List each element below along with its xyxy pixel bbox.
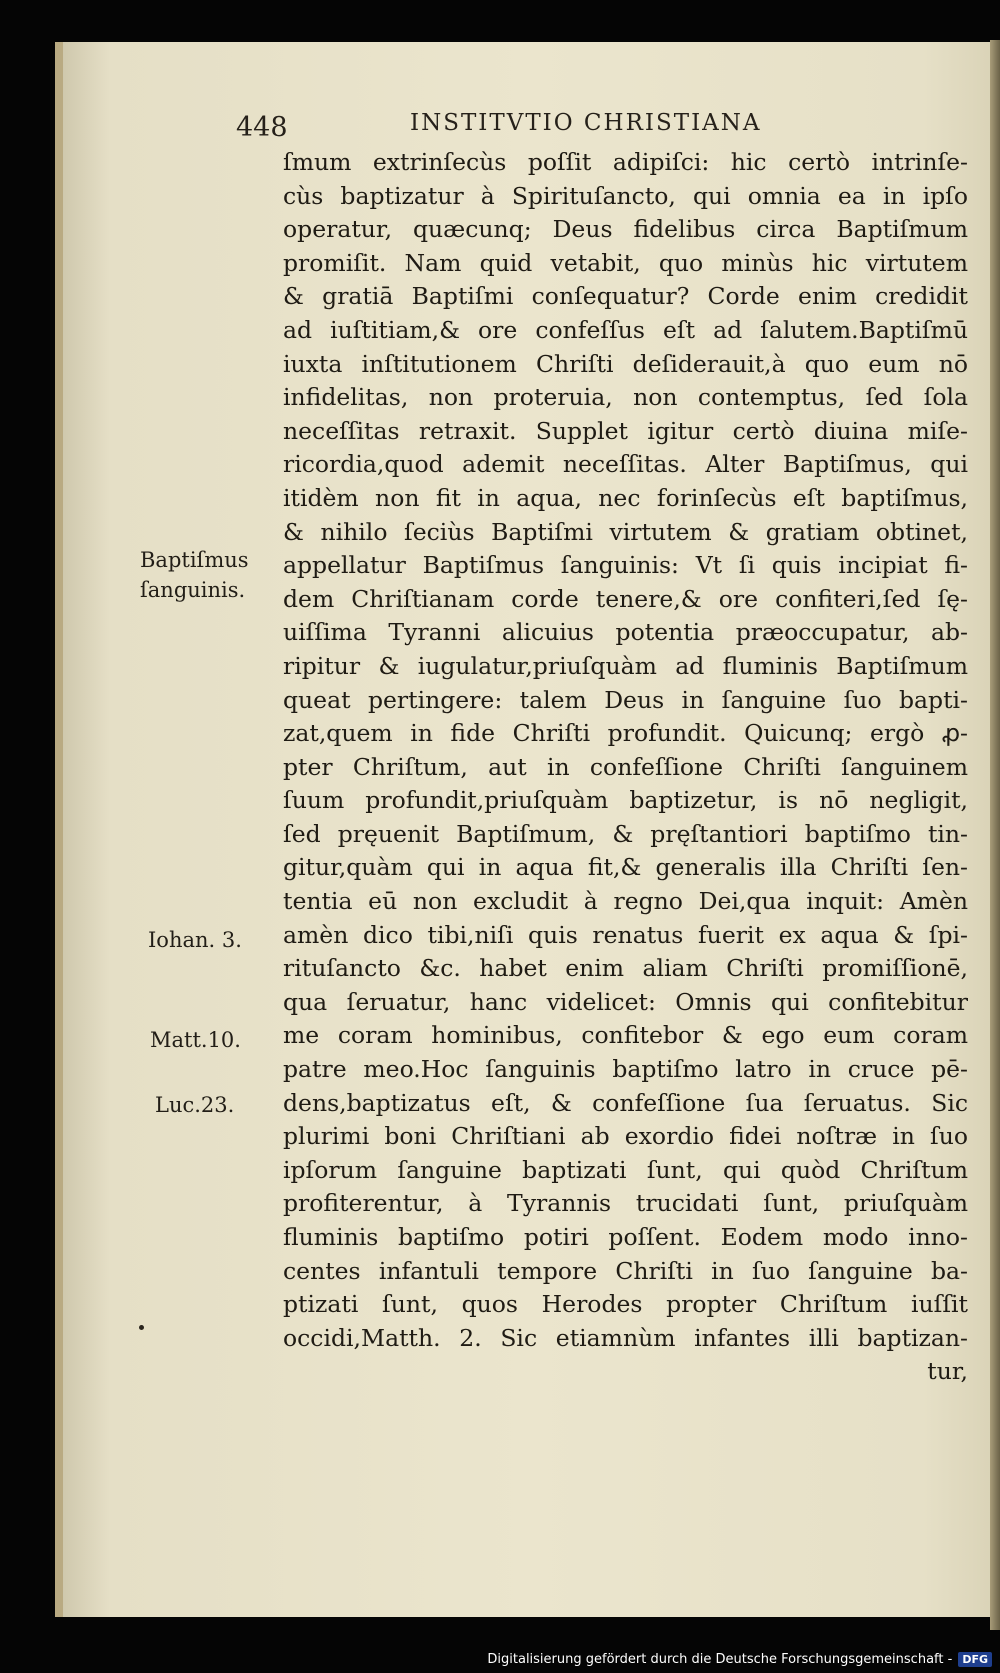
text-line: promiſit. Nam quid vetabit, quo minùs hic virtutem	[283, 248, 968, 277]
margin-dot	[139, 1325, 144, 1330]
text-line: me coram hominibus, confitebor & ego eum coram	[283, 1021, 968, 1050]
text-line: & gratiā Baptiſmi conſequatur? Corde enim credidit	[283, 282, 968, 311]
text-line: tentia eū non excludit à regno Dei,qua inquit: Amèn	[283, 887, 968, 916]
text-line: cùs baptizatur à Spirituſancto, qui omnia ea in ipſo	[283, 181, 968, 210]
text-line: ricordia,quod ademit neceſſitas. Alter Baptiſmus, qui	[283, 450, 968, 479]
text-line: ſuum profundit,priuſquàm baptizetur, is nō negligit,	[283, 786, 968, 815]
text-line: neceſſitas retraxit. Supplet igitur certò diuina miſe-	[283, 416, 968, 445]
digitization-credit	[487, 1649, 992, 1669]
page-number: 448	[236, 112, 288, 143]
text-line: & nihilo ſeciùs Baptiſmi virtutem & gratiam obtinet,	[283, 517, 968, 546]
text-line: ſmum extrinſecùs poſſit adipiſci: hic certò intrinſe-	[283, 148, 968, 176]
text-line: pter Chriſtum, aut in confeſſione Chriſti ſanguinem	[283, 752, 968, 781]
text-line: ipſorum ſanguine baptizati ſunt, qui quòd Chriſtum	[283, 1155, 968, 1184]
text-line: itidèm non fit in aqua, nec forinſecùs eſt baptiſmus,	[283, 483, 968, 512]
text-line: occidi,Matth. 2. Sic etiamnùm infantes illi baptizan-	[283, 1323, 968, 1352]
text-line: ripitur & iugulatur,priuſquàm ad fluminis Baptiſmum	[283, 651, 968, 680]
margin-note-johan: Iohan. 3.	[148, 928, 242, 952]
margin-note-sanguinis: ſanguinis.	[140, 578, 246, 602]
main-text-column	[283, 146, 968, 1389]
page-edge	[990, 40, 1000, 1630]
margin-note-matt: Matt.10.	[150, 1028, 241, 1052]
text-line: amèn dico tibi,niſi quis renatus fuerit ex aqua & ſpi-	[283, 920, 968, 949]
text-line: centes infantuli tempore Chriſti in ſuo ſanguine ba-	[283, 1256, 968, 1285]
text-line: queat pertingere: talem Deus in ſanguine ſuo bapti-	[283, 685, 968, 714]
text-line: uiſſima Tyranni alicuius potentia præoccupatur, ab-	[283, 618, 968, 647]
margin-note-luc: Luc.23.	[155, 1093, 235, 1117]
text-line: dem Chriſtianam corde tenere,& ore confiteri,ſed ſę-	[283, 584, 968, 613]
text-line: plurimi boni Chriſtiani ab exordio fidei noſtræ in ſuo	[283, 1122, 968, 1151]
text-line: fluminis baptiſmo potiri poſſent. Eodem modo inno-	[283, 1223, 968, 1251]
text-line: appellatur Baptiſmus ſanguinis: Vt ſi quis incipiat fi-	[283, 551, 968, 580]
running-head: INSTITVTIO CHRISTIANA	[410, 110, 762, 136]
text-line: infidelitas, non proteruia, non contemptus, ſed ſola	[283, 383, 968, 412]
text-line: ptizati ſunt, quos Herodes propter Chriſtum iuſſit	[283, 1290, 968, 1319]
text-line: rituſancto &c. habet enim aliam Chriſti promiſſionē,	[283, 954, 968, 983]
text-line: gitur,quàm qui in aqua fit,& generalis illa Chriſti ſen-	[283, 853, 968, 882]
dfg-logo-icon: DFG	[958, 1652, 992, 1667]
text-line: profiterentur, à Tyrannis trucidati ſunt, priuſquàm	[283, 1189, 968, 1218]
text-line: ſed pręuenit Baptiſmum, & pręſtantiori baptiſmo tin-	[283, 819, 968, 848]
catchword: tur,	[927, 1357, 968, 1386]
text-line: operatur, quæcunq; Deus fidelibus circa Baptiſmum	[283, 215, 968, 244]
text-line: dens,baptizatus eſt, & confeſſione ſua ſeruatus. Sic	[283, 1088, 968, 1117]
text-line: qua ſeruatur, hanc videlicet: Omnis qui confitebitur	[283, 987, 968, 1016]
text-line: patre meo.Hoc ſanguinis baptiſmo latro in cruce pē-	[283, 1055, 968, 1084]
margin-note-baptismus: Baptiſmus	[140, 548, 249, 572]
text-line: ad iuſtitiam,& ore confeſſus eſt ad ſalutem.Baptiſmū	[283, 315, 968, 344]
credit-text: Digitalisierung gefördert durch die Deutsche Forschungsgemeinschaft -	[487, 1651, 953, 1667]
text-line: zat,quem in fide Chriſti profundit. Quicunq; ergò ꝓ-	[283, 719, 968, 748]
text-line: iuxta inſtitutionem Chriſti deſiderauit,à quo eum nō	[283, 349, 968, 378]
